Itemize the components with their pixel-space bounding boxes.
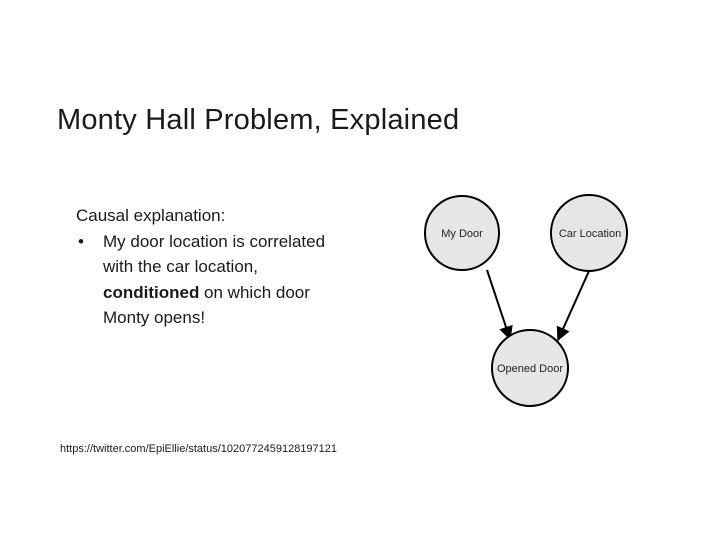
node-opened-door-label: Opened Door (496, 363, 564, 375)
edge-car-location-to-opened-door (558, 271, 589, 340)
bullet-text-after: on which door Monty opens! (103, 282, 310, 327)
node-my-door (425, 196, 499, 270)
node-car-location-label: Car Location (558, 228, 622, 240)
bullet-text-emphasis: conditioned (103, 282, 200, 302)
source-link[interactable]: https://twitter.com/EpiEllie/status/1020772459128197121 (60, 443, 338, 455)
node-car-location (551, 195, 627, 271)
node-my-door-label: My Door (441, 228, 483, 240)
bullet-marker: • (78, 231, 84, 251)
bullet-text-before: My door location is correlated with the car location, (103, 231, 326, 276)
node-opened-door (492, 330, 568, 406)
slide-title: Monty Hall Problem, Explained (57, 104, 460, 136)
edge-my-door-to-opened-door (487, 270, 510, 339)
body-intro: Causal explanation: (76, 206, 226, 225)
